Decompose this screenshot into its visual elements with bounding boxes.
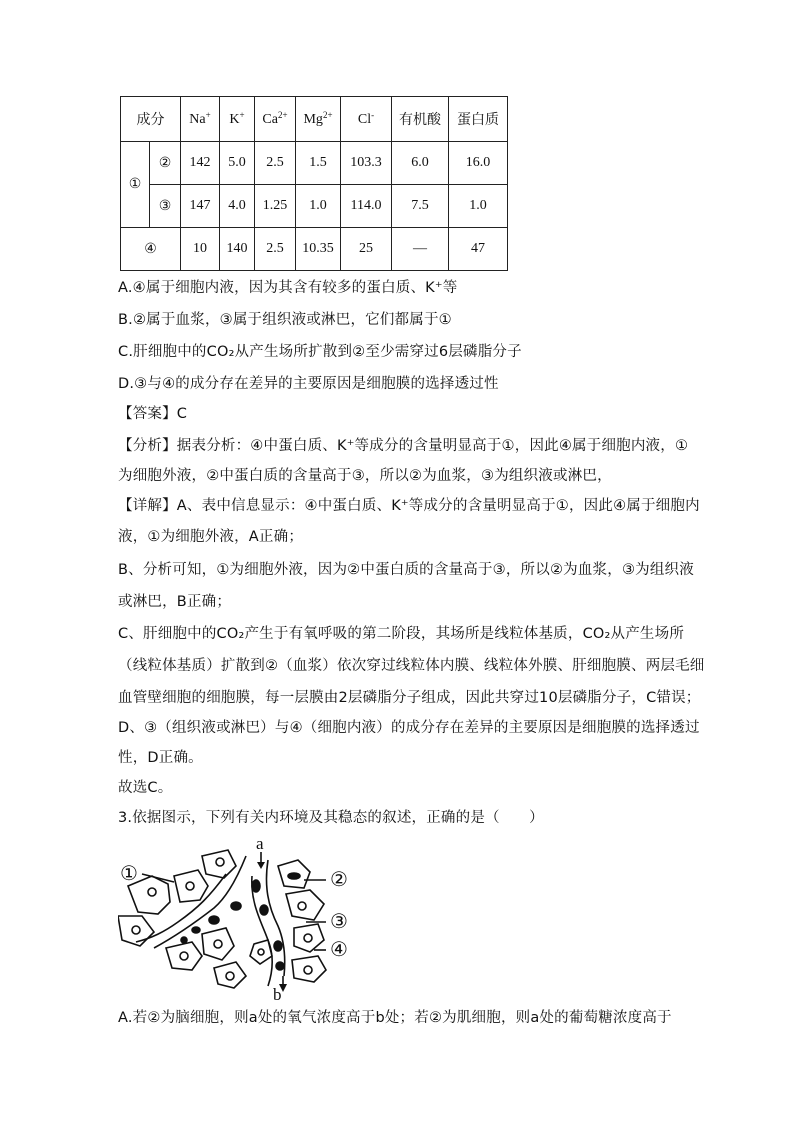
header-cell: Na+ bbox=[181, 97, 220, 142]
tissue-cell bbox=[294, 924, 324, 952]
label-a: a bbox=[256, 836, 264, 853]
blood-cell bbox=[181, 937, 187, 943]
cell: 47 bbox=[449, 228, 508, 271]
detail-line: D、③（组织液或淋巴）与④（细胞内液）的成分存在差异的主要原因是细胞膜的选择透过 bbox=[118, 720, 700, 736]
header-cell: 有机酸 bbox=[392, 97, 449, 142]
cell: 10.35 bbox=[296, 228, 341, 271]
tissue-cell bbox=[202, 928, 234, 960]
nucleus bbox=[258, 949, 264, 955]
nucleus bbox=[214, 940, 222, 948]
header-cell: 成分 bbox=[121, 97, 181, 142]
cell: 1.0 bbox=[296, 185, 341, 228]
option-a: A.④属于细胞内液，因为其含有较多的蛋白质、K⁺等 bbox=[118, 280, 458, 296]
option-c: C.肝细胞中的CO₂从产生场所扩散到②至少需穿过6层磷脂分子 bbox=[118, 344, 522, 360]
row-label: ③ bbox=[150, 185, 181, 228]
label-2: ② bbox=[330, 869, 348, 891]
table-row bbox=[121, 228, 508, 271]
cell: 10 bbox=[181, 228, 220, 271]
tissue-cell bbox=[286, 890, 324, 920]
tissue-cell bbox=[202, 850, 236, 878]
detail-line: 或淋巴，B正确； bbox=[118, 594, 232, 610]
blood-cell bbox=[274, 941, 282, 951]
question-3-option-a: A.若②为脑细胞，则a处的氧气浓度高于b处；若②为肌细胞，则a处的葡萄糖浓度高于 bbox=[118, 1010, 672, 1026]
cell: 1.5 bbox=[296, 142, 341, 185]
header-cell: 蛋白质 bbox=[449, 97, 508, 142]
header-cell: $Ca^{2+}$ bbox=[255, 97, 296, 142]
header-cell: Cl- bbox=[341, 97, 392, 142]
cell: 4.0 bbox=[220, 185, 255, 228]
detail-line: 血管壁细胞的细胞膜，每一层膜由2层磷脂分子组成，因此共穿过10层磷脂分子，C错误； bbox=[118, 690, 701, 706]
blood-cell bbox=[276, 962, 284, 970]
cell: 147 bbox=[181, 185, 220, 228]
cell: 1.0 bbox=[449, 185, 508, 228]
nucleus bbox=[288, 873, 300, 879]
cell: 2.5 bbox=[255, 228, 296, 271]
table-row bbox=[121, 142, 508, 185]
nucleus bbox=[148, 888, 156, 896]
composition-table bbox=[120, 96, 508, 271]
detail-line: 【详解】A、表中信息显示：④中蛋白质、K⁺等成分的含量明显高于①，因此④属于细胞内 bbox=[118, 498, 700, 514]
cell: 16.0 bbox=[449, 142, 508, 185]
question-3-stem: 3.依据图示，下列有关内环境及其稳态的叙述，正确的是（ ） bbox=[118, 810, 544, 826]
blood-cell bbox=[231, 902, 241, 910]
cell: 142 bbox=[181, 142, 220, 185]
cell: 1.25 bbox=[255, 185, 296, 228]
detail-line: 液，①为细胞外液，A正确； bbox=[118, 529, 304, 545]
tissue-cell bbox=[166, 942, 202, 970]
cell: 2.5 bbox=[255, 142, 296, 185]
row-label: ④ bbox=[121, 228, 181, 271]
detail-line: 性，D正确。 bbox=[118, 750, 203, 766]
detail-line: B、分析可知，①为细胞外液，因为②中蛋白质的含量高于③，所以②为血浆，③为组织液 bbox=[118, 562, 694, 578]
nucleus bbox=[298, 902, 306, 910]
cell: 114.0 bbox=[341, 185, 392, 228]
blood-cell bbox=[209, 916, 219, 924]
label-4: ④ bbox=[330, 939, 348, 961]
nucleus bbox=[304, 966, 312, 974]
tissue-diagram bbox=[118, 836, 368, 1002]
nucleus bbox=[226, 972, 234, 980]
blood-cell bbox=[260, 905, 268, 915]
label-b: b bbox=[273, 985, 282, 1002]
group-cell: ① bbox=[121, 142, 150, 228]
option-d: D.③与④的成分存在差异的主要原因是细胞膜的选择透过性 bbox=[118, 376, 499, 392]
tissue-cell bbox=[250, 940, 272, 964]
cell: 140 bbox=[220, 228, 255, 271]
table-header-row bbox=[121, 97, 508, 142]
cell: 25 bbox=[341, 228, 392, 271]
nucleus bbox=[216, 858, 224, 866]
detail-line: C、肝细胞中的CO₂产生于有氧呼吸的第二阶段，其场所是线粒体基质，CO₂从产生场所 bbox=[118, 626, 685, 642]
analysis-line: 为细胞外液，②中蛋白质的含量高于③，所以②为血浆，③为组织液或淋巴， bbox=[118, 468, 612, 484]
nucleus bbox=[180, 952, 188, 960]
nucleus bbox=[132, 926, 140, 934]
label-1: ① bbox=[120, 863, 138, 885]
nucleus bbox=[186, 882, 194, 890]
detail-line: （线粒体基质）扩散到②（血浆）依次穿过线粒体内膜、线粒体外膜、肝细胞膜、两层毛细 bbox=[118, 658, 705, 674]
arrow-a-head bbox=[257, 862, 265, 869]
analysis-line: 【分析】据表分析：④中蛋白质、K⁺等成分的含量明显高于①，因此④属于细胞内液，① bbox=[118, 438, 689, 454]
header-cell: $Mg^{2+}$ bbox=[296, 97, 341, 142]
nucleus bbox=[304, 934, 312, 942]
cell: 6.0 bbox=[392, 142, 449, 185]
cell: — bbox=[392, 228, 449, 271]
tissue-cell bbox=[214, 962, 246, 988]
blood-cell bbox=[252, 880, 260, 892]
tissue-cell bbox=[174, 870, 208, 902]
label-3: ③ bbox=[330, 911, 348, 933]
blood-cell bbox=[192, 927, 200, 933]
tissue-cell bbox=[292, 956, 326, 982]
option-b: B.②属于血浆，③属于组织液或淋巴，它们都属于① bbox=[118, 312, 452, 328]
row-label: ② bbox=[150, 142, 181, 185]
cell: 7.5 bbox=[392, 185, 449, 228]
conclusion-line: 故选C。 bbox=[118, 780, 173, 796]
cell: 5.0 bbox=[220, 142, 255, 185]
answer-line: 【答案】C bbox=[118, 406, 188, 422]
table-row bbox=[121, 185, 508, 228]
header-cell: K+ bbox=[220, 97, 255, 142]
cell: 103.3 bbox=[341, 142, 392, 185]
